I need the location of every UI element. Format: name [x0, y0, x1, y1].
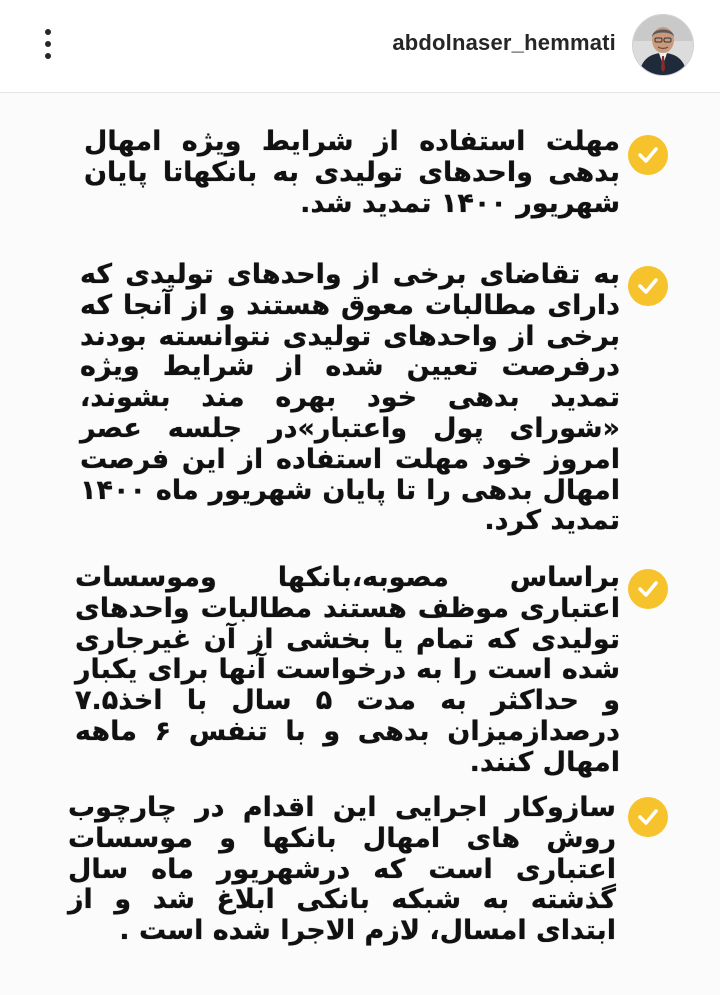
item-text: به تقاضای برخی از واحدهای تولیدی که دارای مطالبات معوق هستند و از آنجا که برخی از واحدهای تولیدی نتوانسته بودند درفرصت تعیین شده از شرایط ویژه تمدید بدهی خود بهره مند بشوند، «شورای پول واعتبار»در جلسه عصر امروز خود مهلت استفاده از این فرصت امهال بدهی را تا پایان شهریور ماه ۱۴۰۰ تمدید کرد.: [80, 259, 620, 537]
profile-avatar[interactable]: [632, 14, 694, 76]
checkmark-icon: [628, 569, 668, 609]
checkmark-icon: [628, 135, 668, 175]
post-header: [0, 0, 720, 93]
checkmark-icon: [628, 266, 668, 306]
username-link[interactable]: abdolnaser_hemmati: [392, 30, 616, 55]
item-text: سازوکار اجرایی این اقدام در چارچوب روش های امهال بانکها و موسسات اعتباری است که درشهریور ماه سال گذشته به شبکه بانکی ابلاغ شد و از ابتدای امسال، لازم الاجرا شده است .: [68, 792, 616, 947]
avatar-portrait: [633, 15, 693, 75]
more-vertical-icon-dot: [45, 53, 51, 59]
more-vertical-icon-dot: [45, 41, 51, 47]
more-vertical-icon: [45, 29, 51, 35]
checkmark-icon: [628, 797, 668, 837]
post-content: [0, 93, 720, 995]
item-text: براساس مصوبه،بانکها وموسسات اعتباری موظف هستند مطالبات واحدهای تولیدی که تمام یا بخشی از آن غیرجاری شده است را به درخواست آنها برای یکبار و حداکثر به مدت ۵ سال با اخذ۷.۵ درصدازمیزان بدهی و با تنفس ۶ ماهه امهال کنند.: [75, 562, 621, 778]
more-options-button[interactable]: [30, 20, 66, 68]
item-text: مهلت استفاده از شرایط ویژه امهال بدهی واحدهای تولیدی به بانکهاتا پایان شهریور ۱۴۰۰ تمدید شد.: [84, 126, 620, 219]
